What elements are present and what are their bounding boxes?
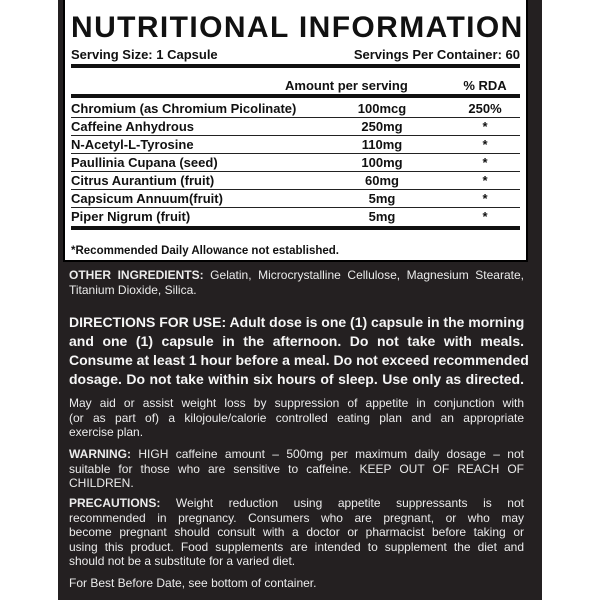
other-ingredients-label: OTHER INGREDIENTS: [69, 268, 204, 282]
ingredient-amount: 5mg [368, 191, 396, 206]
column-header-row [71, 77, 520, 98]
ingredient-row [71, 136, 520, 154]
ingredient-amount: 250mg [361, 119, 403, 134]
ingredient-name: Paullinia Cupana (seed) [71, 155, 218, 170]
warning-text: HIGH caffeine amount – 500mg per maximum daily dosage – not [131, 447, 524, 461]
aid-text: exercise plan. [69, 425, 144, 439]
ingredient-amount: 5mg [368, 209, 396, 224]
ingredient-rda: 250% [468, 101, 502, 116]
aid-text: May aid or assist weight loss by suppression of appetite in conjunction with [69, 396, 524, 410]
aid-statement [69, 396, 524, 440]
precautions-label: PRECAUTIONS: [69, 496, 161, 510]
ingredient-rda: * [482, 173, 488, 188]
rda-footnote: *Recommended Daily Allowance not established. [71, 245, 339, 257]
rda-column-header: % RDA [463, 78, 507, 93]
ingredient-name: N-Acetyl-L-Tyrosine [71, 137, 194, 152]
other-ingredients-text: Gelatin, Microcrystalline Cellulose, Magnesium Stearate, [203, 268, 524, 282]
ingredient-row [71, 208, 520, 230]
directions-for-use [69, 313, 529, 389]
ingredient-row [71, 190, 520, 208]
servings-per-container: Servings Per Container: 60 [353, 47, 520, 62]
precautions-text: Weight reduction using appetite suppressants is not [160, 496, 524, 510]
warning-text: suitable for those who are sensitive to caffeine. KEEP OUT OF REACH OF [69, 461, 524, 476]
precautions-text: recommended in pregnancy. Consumers who are pregnant, or who may [69, 510, 524, 525]
best-before-note: For Best Before Date, see bottom of container. [69, 576, 317, 590]
ingredient-row [71, 118, 520, 136]
directions-text: dosage. Do not take within six hours of sleep. Use only as directed. [69, 371, 524, 387]
ingredient-rda: * [482, 209, 488, 224]
ingredient-name: Citrus Aurantium (fruit) [71, 173, 215, 188]
warning-text: CHILDREN. [69, 476, 134, 490]
ingredient-name: Chromium (as Chromium Picolinate) [71, 101, 297, 116]
directions-label: DIRECTIONS FOR USE: [69, 314, 227, 330]
ingredient-rda: * [482, 137, 488, 152]
ingredient-row [71, 154, 520, 172]
ingredient-name: Piper Nigrum (fruit) [71, 209, 191, 224]
serving-size: Serving Size: 1 Capsule [71, 47, 218, 62]
other-ingredients [69, 268, 524, 297]
ingredient-amount: 100mg [361, 155, 403, 170]
ingredient-rda: * [482, 155, 488, 170]
aid-text: (or as part of) a kilojoule/calorie controlled eating plan and an appropriate [69, 410, 524, 425]
ingredient-rda: * [482, 191, 488, 206]
directions-text: Adult dose is one (1) capsule in the morning [226, 314, 525, 330]
nutrition-facts-box [63, 0, 528, 262]
ingredient-name: Caffeine Anhydrous [71, 119, 195, 134]
ingredient-row [71, 172, 520, 190]
ingredient-amount: 60mg [365, 173, 399, 188]
directions-text: and one (1) capsule in the afternoon. Do not take with meals. [69, 333, 524, 349]
warning [69, 447, 524, 491]
ingredient-amount: 100mcg [357, 101, 407, 116]
ingredient-name: Capsicum Annuum(fruit) [71, 191, 223, 206]
serving-row [71, 47, 520, 68]
amount-column-header: Amount per serving [285, 78, 408, 93]
directions-text: Consume at least 1 hour before a meal. Do not exceed recommended [69, 352, 529, 368]
ingredient-amount: 110mg [361, 137, 403, 152]
warning-label: WARNING: [69, 447, 131, 461]
precautions-text: should not be a substitute for a varied diet. [69, 554, 296, 568]
facts-title: NUTRITIONAL INFORMATION [71, 11, 524, 44]
ingredient-rda: * [482, 119, 488, 134]
precautions-text: using this product. Food supplements are intended to supplement the diet and [69, 539, 524, 554]
other-ingredients-text: Titanium Dioxide, Silica. [69, 282, 197, 297]
precautions [69, 496, 524, 569]
ingredient-row [71, 100, 520, 118]
precautions-text: become pregnant should consult with a doctor or pharmacist before taking or [69, 525, 524, 539]
